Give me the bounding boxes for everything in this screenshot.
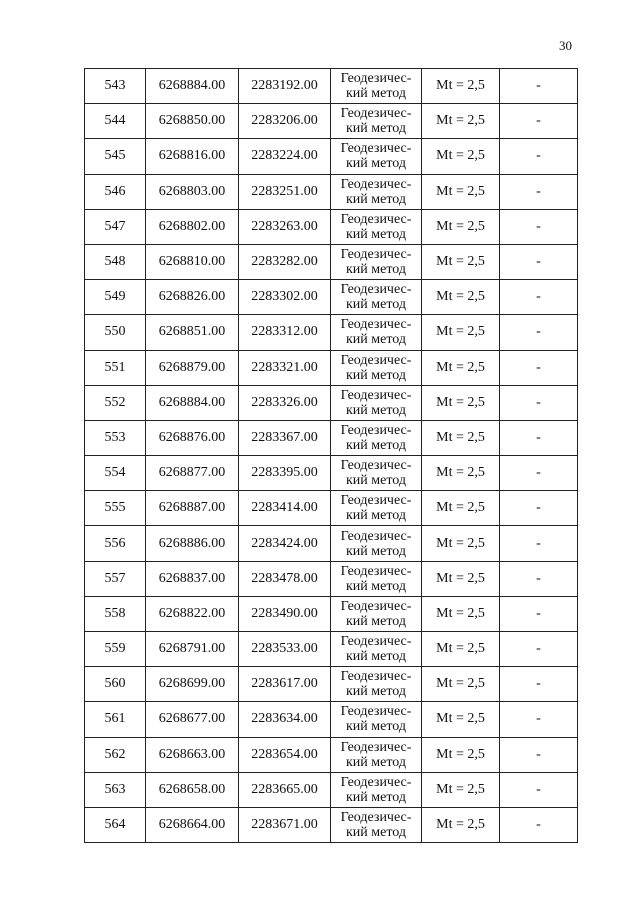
method-line-1: Геодезичес- <box>340 458 412 474</box>
table-row <box>85 209 578 244</box>
note-cell: - <box>500 350 578 385</box>
table-row <box>85 174 578 209</box>
method-line-2: кий метод <box>345 332 406 348</box>
method-line-1: Геодезичес- <box>340 563 412 579</box>
note-cell: - <box>500 420 578 455</box>
method-line-1: Геодезичес- <box>340 282 412 298</box>
x-coordinate-cell: 6268850.00 <box>146 104 239 139</box>
point-number-cell: 549 <box>85 280 146 315</box>
table-row <box>85 280 578 315</box>
method-line-2: кий метод <box>345 437 406 453</box>
point-number-cell: 557 <box>85 561 146 596</box>
method-line-1: Геодезичес- <box>340 71 412 87</box>
y-coordinate-cell: 2283302.00 <box>239 280 331 315</box>
method-cell <box>331 632 422 667</box>
y-coordinate-cell: 2283206.00 <box>239 104 331 139</box>
point-number-cell: 559 <box>85 632 146 667</box>
accuracy-cell: Mt = 2,5 <box>422 315 500 350</box>
accuracy-cell: Mt = 2,5 <box>422 491 500 526</box>
y-coordinate-cell: 2283490.00 <box>239 596 331 631</box>
accuracy-cell: Mt = 2,5 <box>422 632 500 667</box>
method-line-2: кий метод <box>345 297 406 313</box>
x-coordinate-cell: 6268699.00 <box>146 667 239 702</box>
point-number-cell: 551 <box>85 350 146 385</box>
method-cell <box>331 420 422 455</box>
table-row <box>85 244 578 279</box>
method-line-1: Геодезичес- <box>340 669 412 685</box>
note-cell: - <box>500 526 578 561</box>
accuracy-cell: Mt = 2,5 <box>422 702 500 737</box>
x-coordinate-cell: 6268664.00 <box>146 807 239 842</box>
method-line-1: Геодезичес- <box>340 704 412 720</box>
method-line-2: кий метод <box>345 121 406 137</box>
table-row <box>85 702 578 737</box>
method-line-1: Геодезичес- <box>340 810 412 826</box>
note-cell: - <box>500 104 578 139</box>
method-line-2: кий метод <box>345 719 406 735</box>
note-cell: - <box>500 456 578 491</box>
method-cell <box>331 315 422 350</box>
method-line-2: кий метод <box>345 508 406 524</box>
method-cell <box>331 772 422 807</box>
method-cell <box>331 491 422 526</box>
y-coordinate-cell: 2283192.00 <box>239 69 331 104</box>
table-row <box>85 632 578 667</box>
x-coordinate-cell: 6268658.00 <box>146 772 239 807</box>
table-row <box>85 139 578 174</box>
accuracy-cell: Mt = 2,5 <box>422 526 500 561</box>
accuracy-cell: Mt = 2,5 <box>422 280 500 315</box>
note-cell: - <box>500 280 578 315</box>
note-cell: - <box>500 561 578 596</box>
y-coordinate-cell: 2283321.00 <box>239 350 331 385</box>
method-cell <box>331 104 422 139</box>
note-cell: - <box>500 315 578 350</box>
table-row <box>85 456 578 491</box>
method-cell <box>331 174 422 209</box>
y-coordinate-cell: 2283224.00 <box>239 139 331 174</box>
accuracy-cell: Mt = 2,5 <box>422 104 500 139</box>
method-line-2: кий метод <box>345 613 406 629</box>
point-number-cell: 547 <box>85 209 146 244</box>
method-cell <box>331 807 422 842</box>
method-line-2: кий метод <box>345 754 406 770</box>
point-number-cell: 552 <box>85 385 146 420</box>
y-coordinate-cell: 2283251.00 <box>239 174 331 209</box>
method-line-2: кий метод <box>345 789 406 805</box>
method-line-1: Геодезичес- <box>340 774 412 790</box>
table-row <box>85 385 578 420</box>
point-number-cell: 556 <box>85 526 146 561</box>
point-number-cell: 545 <box>85 139 146 174</box>
method-cell <box>331 280 422 315</box>
table-row <box>85 69 578 104</box>
method-line-1: Геодезичес- <box>340 528 412 544</box>
y-coordinate-cell: 2283654.00 <box>239 737 331 772</box>
accuracy-cell: Mt = 2,5 <box>422 209 500 244</box>
point-number-cell: 564 <box>85 807 146 842</box>
method-cell <box>331 596 422 631</box>
method-line-1: Геодезичес- <box>340 247 412 263</box>
table-row <box>85 315 578 350</box>
accuracy-cell: Mt = 2,5 <box>422 385 500 420</box>
table-row <box>85 737 578 772</box>
point-number-cell: 560 <box>85 667 146 702</box>
table-row <box>85 561 578 596</box>
method-line-1: Геодезичес- <box>340 739 412 755</box>
y-coordinate-cell: 2283671.00 <box>239 807 331 842</box>
point-number-cell: 548 <box>85 244 146 279</box>
x-coordinate-cell: 6268677.00 <box>146 702 239 737</box>
x-coordinate-cell: 6268802.00 <box>146 209 239 244</box>
method-line-1: Геодезичес- <box>340 598 412 614</box>
point-number-cell: 553 <box>85 420 146 455</box>
table-row <box>85 526 578 561</box>
x-coordinate-cell: 6268826.00 <box>146 280 239 315</box>
method-line-2: кий метод <box>345 684 406 700</box>
accuracy-cell: Mt = 2,5 <box>422 737 500 772</box>
point-number-cell: 543 <box>85 69 146 104</box>
table-row <box>85 596 578 631</box>
table-row <box>85 491 578 526</box>
y-coordinate-cell: 2283414.00 <box>239 491 331 526</box>
method-line-2: кий метод <box>345 191 406 207</box>
x-coordinate-cell: 6268803.00 <box>146 174 239 209</box>
x-coordinate-cell: 6268877.00 <box>146 456 239 491</box>
method-cell <box>331 667 422 702</box>
point-number-cell: 561 <box>85 702 146 737</box>
accuracy-cell: Mt = 2,5 <box>422 244 500 279</box>
table-row <box>85 350 578 385</box>
method-cell <box>331 702 422 737</box>
method-line-1: Геодезичес- <box>340 634 412 650</box>
x-coordinate-cell: 6268886.00 <box>146 526 239 561</box>
method-line-2: кий метод <box>345 262 406 278</box>
x-coordinate-cell: 6268837.00 <box>146 561 239 596</box>
note-cell: - <box>500 807 578 842</box>
point-number-cell: 563 <box>85 772 146 807</box>
note-cell: - <box>500 69 578 104</box>
accuracy-cell: Mt = 2,5 <box>422 456 500 491</box>
accuracy-cell: Mt = 2,5 <box>422 807 500 842</box>
method-line-1: Геодезичес- <box>340 422 412 438</box>
x-coordinate-cell: 6268879.00 <box>146 350 239 385</box>
y-coordinate-cell: 2283665.00 <box>239 772 331 807</box>
accuracy-cell: Mt = 2,5 <box>422 69 500 104</box>
note-cell: - <box>500 596 578 631</box>
method-line-2: кий метод <box>345 543 406 559</box>
method-line-1: Геодезичес- <box>340 176 412 192</box>
note-cell: - <box>500 667 578 702</box>
method-cell <box>331 526 422 561</box>
accuracy-cell: Mt = 2,5 <box>422 561 500 596</box>
table-row <box>85 807 578 842</box>
note-cell: - <box>500 632 578 667</box>
point-number-cell: 544 <box>85 104 146 139</box>
note-cell: - <box>500 139 578 174</box>
note-cell: - <box>500 491 578 526</box>
table-row <box>85 667 578 702</box>
x-coordinate-cell: 6268822.00 <box>146 596 239 631</box>
method-cell <box>331 244 422 279</box>
accuracy-cell: Mt = 2,5 <box>422 420 500 455</box>
method-cell <box>331 385 422 420</box>
method-line-1: Геодезичес- <box>340 493 412 509</box>
method-line-1: Геодезичес- <box>340 317 412 333</box>
point-number-cell: 558 <box>85 596 146 631</box>
y-coordinate-cell: 2283533.00 <box>239 632 331 667</box>
y-coordinate-cell: 2283282.00 <box>239 244 331 279</box>
method-line-2: кий метод <box>345 825 406 841</box>
y-coordinate-cell: 2283263.00 <box>239 209 331 244</box>
point-number-cell: 555 <box>85 491 146 526</box>
x-coordinate-cell: 6268791.00 <box>146 632 239 667</box>
accuracy-cell: Mt = 2,5 <box>422 667 500 702</box>
method-line-2: кий метод <box>345 649 406 665</box>
method-cell <box>331 456 422 491</box>
y-coordinate-cell: 2283478.00 <box>239 561 331 596</box>
x-coordinate-cell: 6268884.00 <box>146 385 239 420</box>
point-number-cell: 554 <box>85 456 146 491</box>
note-cell: - <box>500 702 578 737</box>
x-coordinate-cell: 6268816.00 <box>146 139 239 174</box>
y-coordinate-cell: 2283634.00 <box>239 702 331 737</box>
accuracy-cell: Mt = 2,5 <box>422 350 500 385</box>
method-line-1: Геодезичес- <box>340 352 412 368</box>
x-coordinate-cell: 6268851.00 <box>146 315 239 350</box>
page-number: 30 <box>559 38 572 53</box>
method-cell <box>331 139 422 174</box>
method-cell <box>331 69 422 104</box>
method-line-2: кий метод <box>345 156 406 172</box>
x-coordinate-cell: 6268876.00 <box>146 420 239 455</box>
method-cell <box>331 737 422 772</box>
y-coordinate-cell: 2283424.00 <box>239 526 331 561</box>
note-cell: - <box>500 385 578 420</box>
y-coordinate-cell: 2283326.00 <box>239 385 331 420</box>
note-cell: - <box>500 244 578 279</box>
method-line-2: кий метод <box>345 86 406 102</box>
note-cell: - <box>500 737 578 772</box>
x-coordinate-cell: 6268887.00 <box>146 491 239 526</box>
accuracy-cell: Mt = 2,5 <box>422 772 500 807</box>
table-row <box>85 772 578 807</box>
point-number-cell: 562 <box>85 737 146 772</box>
method-line-2: кий метод <box>345 226 406 242</box>
method-line-1: Геодезичес- <box>340 106 412 122</box>
x-coordinate-cell: 6268810.00 <box>146 244 239 279</box>
point-number-cell: 550 <box>85 315 146 350</box>
table-row <box>85 420 578 455</box>
y-coordinate-cell: 2283395.00 <box>239 456 331 491</box>
y-coordinate-cell: 2283312.00 <box>239 315 331 350</box>
note-cell: - <box>500 772 578 807</box>
y-coordinate-cell: 2283617.00 <box>239 667 331 702</box>
method-line-2: кий метод <box>345 402 406 418</box>
method-line-2: кий метод <box>345 578 406 594</box>
method-cell <box>331 209 422 244</box>
y-coordinate-cell: 2283367.00 <box>239 420 331 455</box>
method-cell <box>331 561 422 596</box>
method-line-1: Геодезичес- <box>340 387 412 403</box>
accuracy-cell: Mt = 2,5 <box>422 139 500 174</box>
x-coordinate-cell: 6268663.00 <box>146 737 239 772</box>
point-number-cell: 546 <box>85 174 146 209</box>
accuracy-cell: Mt = 2,5 <box>422 596 500 631</box>
method-line-2: кий метод <box>345 473 406 489</box>
note-cell: - <box>500 174 578 209</box>
method-line-1: Геодезичес- <box>340 211 412 227</box>
x-coordinate-cell: 6268884.00 <box>146 69 239 104</box>
coordinates-table-body <box>85 69 578 843</box>
coordinates-table <box>84 68 578 843</box>
accuracy-cell: Mt = 2,5 <box>422 174 500 209</box>
table-row <box>85 104 578 139</box>
method-line-1: Геодезичес- <box>340 141 412 157</box>
method-cell <box>331 350 422 385</box>
note-cell: - <box>500 209 578 244</box>
method-line-2: кий метод <box>345 367 406 383</box>
